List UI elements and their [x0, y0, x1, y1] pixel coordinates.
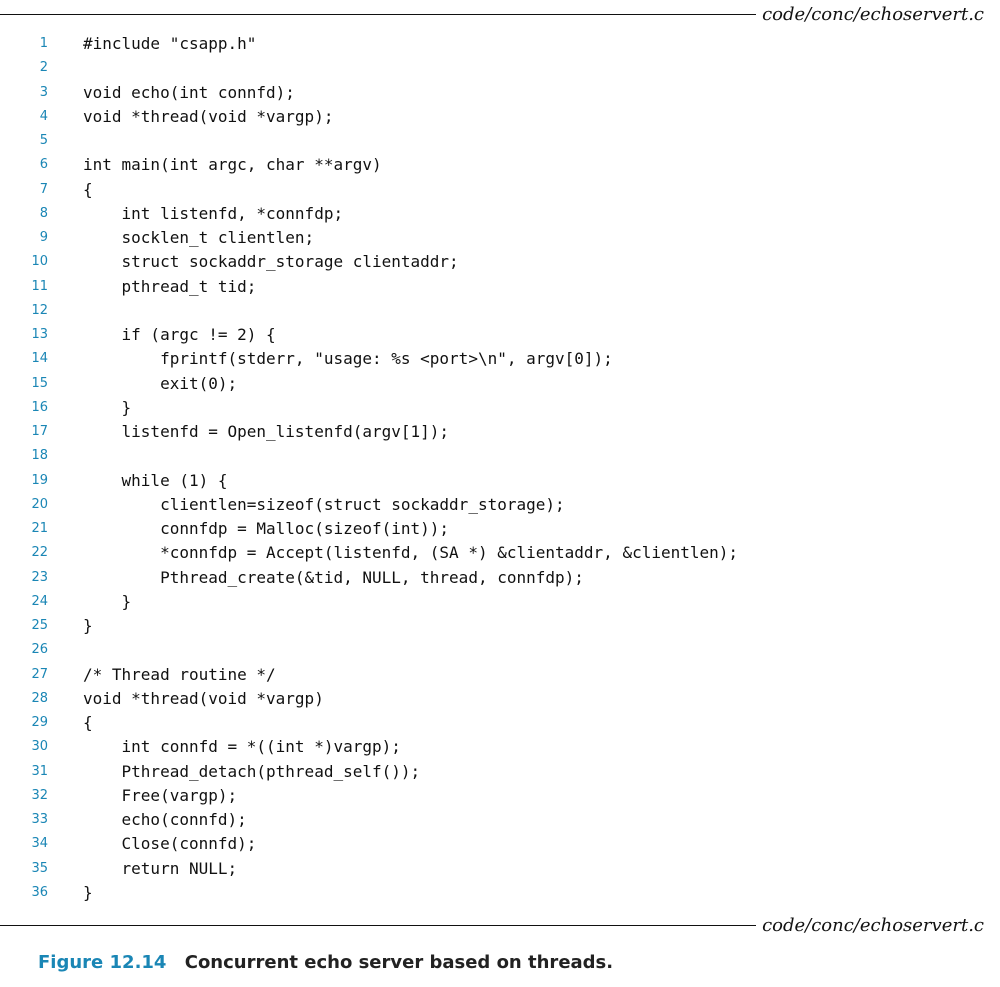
code-line — [0, 32, 1000, 56]
line-number: 12 — [31, 302, 48, 318]
code-line — [0, 444, 1000, 468]
line-number: 30 — [31, 739, 48, 755]
line-number: 7 — [39, 181, 48, 197]
line-number: 4 — [39, 108, 48, 124]
line-number: 27 — [31, 666, 48, 682]
code-text: fprintf(stderr, "usage: %s <port>\n", argv[0]); — [83, 349, 613, 369]
code-line — [0, 735, 1000, 759]
code-line — [0, 808, 1000, 832]
line-number: 22 — [31, 545, 48, 561]
code-line — [0, 638, 1000, 662]
line-number: 16 — [31, 399, 48, 415]
line-number: 28 — [31, 690, 48, 706]
code-text: } — [83, 616, 93, 635]
code-line — [0, 493, 1000, 517]
line-number: 5 — [39, 133, 48, 148]
code-text: void *thread(void *vargp); — [83, 106, 334, 126]
code-text: connfdp = Malloc(sizeof(int)); — [83, 519, 450, 538]
code-text: void *thread(void *vargp) — [83, 688, 324, 708]
code-line — [0, 881, 1000, 905]
line-number: 25 — [31, 618, 48, 633]
line-number: 10 — [31, 254, 48, 270]
code-line — [0, 178, 1000, 202]
bottom-rule-line — [0, 925, 756, 926]
code-line — [0, 299, 1000, 323]
code-text: return NULL; — [83, 858, 238, 878]
line-number: 24 — [31, 593, 48, 609]
code-text: int listenfd, *connfdp; — [83, 203, 344, 223]
line-number: 20 — [31, 496, 48, 512]
line-number: 23 — [31, 569, 48, 585]
code-line — [0, 857, 1000, 881]
code-text: } — [83, 591, 132, 611]
code-text: listenfd = Open_listenfd(argv[1]); — [83, 422, 450, 441]
line-number: 17 — [31, 424, 48, 439]
code-text: { — [83, 179, 93, 199]
top-rule — [0, 2, 1000, 26]
code-line — [0, 832, 1000, 856]
code-line — [0, 663, 1000, 687]
code-text: void echo(int connfd); — [83, 82, 295, 102]
line-number: 8 — [39, 205, 48, 221]
code-line — [0, 541, 1000, 565]
code-text: while (1) { — [83, 470, 228, 490]
file-label-top: code/conc/echoservert.c — [762, 3, 984, 25]
code-text: if (argc != 2) { — [83, 325, 276, 344]
code-line — [0, 396, 1000, 420]
line-number: 15 — [31, 375, 48, 391]
code-text: int connfd = *((int *)vargp); — [83, 737, 401, 757]
code-line — [0, 614, 1000, 638]
bottom-rule — [0, 913, 1000, 937]
line-number: 26 — [31, 642, 48, 658]
code-line — [0, 347, 1000, 371]
code-text: #include "csapp.h" — [83, 34, 257, 53]
code-line — [0, 420, 1000, 444]
code-text: } — [83, 882, 93, 902]
code-line — [0, 56, 1000, 80]
code-line — [0, 517, 1000, 541]
code-line — [0, 711, 1000, 735]
code-line — [0, 372, 1000, 396]
code-listing — [0, 32, 1000, 905]
line-number: 19 — [31, 472, 48, 488]
line-number: 31 — [31, 763, 48, 779]
line-number: 2 — [39, 60, 48, 76]
code-line — [0, 202, 1000, 226]
line-number: 33 — [31, 812, 48, 827]
code-text: struct sockaddr_storage clientaddr; — [83, 252, 459, 272]
code-text: pthread_t tid; — [83, 276, 257, 296]
code-text: Pthread_create(&tid, NULL, thread, connfdp); — [83, 567, 584, 587]
code-line — [0, 81, 1000, 105]
code-text: socklen_t clientlen; — [83, 228, 315, 247]
code-line — [0, 469, 1000, 493]
top-rule-line — [0, 14, 756, 15]
line-number: 11 — [31, 278, 48, 294]
code-line — [0, 760, 1000, 784]
code-line — [0, 250, 1000, 274]
code-text: *connfdp = Accept(listenfd, (SA *) &clientaddr, &clientlen); — [83, 543, 739, 563]
code-text: } — [83, 397, 132, 417]
code-line — [0, 323, 1000, 347]
line-number: 3 — [39, 84, 48, 100]
line-number: 18 — [31, 448, 48, 464]
code-line — [0, 105, 1000, 129]
code-line — [0, 784, 1000, 808]
code-text: Pthread_detach(pthread_self()); — [83, 761, 421, 781]
file-label-bottom: code/conc/echoservert.c — [762, 914, 984, 936]
code-line — [0, 566, 1000, 590]
figure-caption-text: Concurrent echo server based on threads. — [184, 952, 614, 973]
code-text: int main(int argc, char **argv) — [83, 155, 382, 175]
line-number: 34 — [31, 836, 48, 852]
code-line — [0, 275, 1000, 299]
code-text: /* Thread routine */ — [83, 664, 276, 684]
code-line — [0, 153, 1000, 177]
code-line — [0, 226, 1000, 250]
line-number: 21 — [31, 521, 48, 536]
code-text: Free(vargp); — [83, 785, 238, 805]
line-number: 14 — [31, 351, 48, 367]
line-number: 13 — [31, 327, 48, 342]
line-number: 1 — [39, 36, 48, 51]
code-line — [0, 687, 1000, 711]
code-text: exit(0); — [83, 373, 238, 393]
code-text: clientlen=sizeof(struct sockaddr_storage); — [83, 494, 565, 514]
line-number: 6 — [39, 157, 48, 173]
figure-caption — [38, 952, 613, 973]
line-number: 9 — [39, 230, 48, 245]
line-number: 36 — [31, 884, 48, 900]
line-number: 35 — [31, 860, 48, 876]
code-line — [0, 129, 1000, 153]
code-text: Close(connfd); — [83, 834, 257, 854]
code-line — [0, 590, 1000, 614]
figure-number: Figure 12.14 — [38, 952, 167, 973]
code-text: { — [83, 713, 93, 732]
line-number: 32 — [31, 787, 48, 803]
line-number: 29 — [31, 715, 48, 730]
code-text: echo(connfd); — [83, 810, 247, 829]
